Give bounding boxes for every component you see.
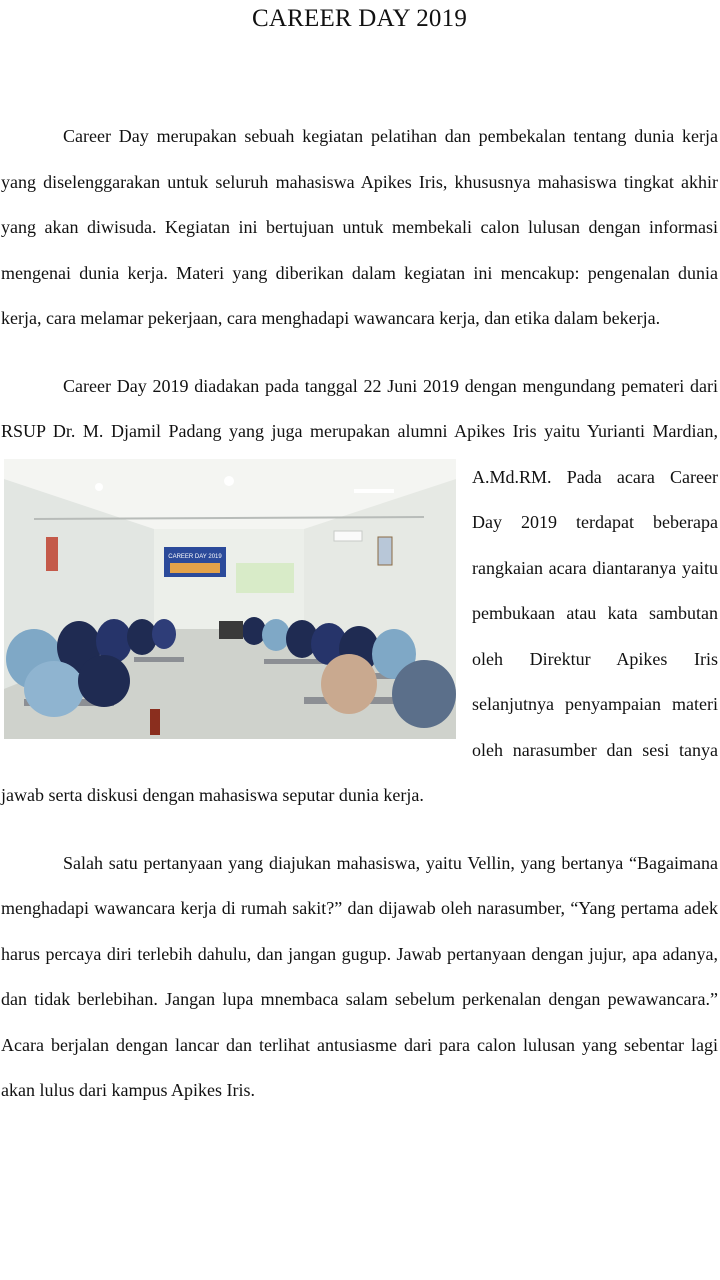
paragraph-event <box>1 364 718 819</box>
event-photo-illustration <box>4 459 456 739</box>
air-conditioner <box>334 531 362 541</box>
document-title: CAREER DAY 2019 <box>251 5 468 32</box>
wall-poster <box>46 537 58 571</box>
paragraph-event-continued: yaitu Yurianti Mardian, A.Md.RM. Pada acara Career Day 2019 terdapat beberapa rangkaian acara diantaranya yaitu pembukaan atau kata sambutan oleh Direktur Apikes Iris selanjutnya penyampaian materi oleh narasumber dan sesi tanya jawab serta diskusi dengan mahasiswa seputar dunia kerja. <box>1 421 718 805</box>
ceiling-light <box>224 476 234 486</box>
event-banner-text: CAREER DAY 2019 <box>168 553 222 560</box>
attendee <box>392 660 456 728</box>
paragraph-event-lead: Career Day 2019 diadakan pada tanggal 22 Juni 2019 dengan mengundang pemateri dari RSUP Dr. M. Djamil Padang yang juga merupakan alumni Apikes Iris <box>1 375 718 441</box>
attendee <box>321 654 377 714</box>
ceiling-light <box>95 483 103 491</box>
attendee <box>262 619 290 651</box>
chair <box>134 657 184 662</box>
event-banner-stripe <box>170 563 220 573</box>
chair <box>264 659 324 664</box>
paragraph-intro: Career Day merupakan sebuah kegiatan pelatihan dan pembekalan tentang dunia kerja yang diselenggarakan untuk seluruh mahasiswa Apikes Iris, khususnya mahasiswa tingkat akhir yang akan diwisuda. Kegiatan ini bertujuan untuk membekali calon lulusan dengan informasi mengenai dunia kerja. Materi yang diberikan dalam kegiatan ini mencakup: pengenalan dunia kerja, cara melamar pekerjaan, cara menghadapi wawancara kerja, dan etika dalam bekerja. <box>1 126 718 328</box>
attendee <box>152 619 176 649</box>
attendee <box>242 617 266 645</box>
bottle <box>150 709 160 735</box>
event-photo <box>4 459 456 739</box>
paragraph-qa: Salah satu pertanyaan yang diajukan mahasiswa, yaitu Vellin, yang bertanya “Bagaimana menghadapi wawancara kerja di rumah sakit?” dan dijawab oleh narasumber, “Yang pertama adek harus percaya diri terlebih dahulu, dan jangan gugup. Jawab pertanyaan dengan jujur, apa adanya, dan tidak berlebihan. Jangan lupa mnembaca salam sebelum perkenalan dengan pewawancara.” Acara berjalan dengan lancar dan terlihat antusiasme dari para calon lulusan yang sebentar lagi akan lulus dari kampus Apikes Iris. <box>1 852 718 1100</box>
ceiling-light <box>354 489 394 493</box>
attendee <box>24 661 84 717</box>
attendee <box>78 655 130 707</box>
wall-picture <box>378 537 392 565</box>
presenter-table <box>219 621 243 639</box>
projection-screen <box>236 563 294 593</box>
